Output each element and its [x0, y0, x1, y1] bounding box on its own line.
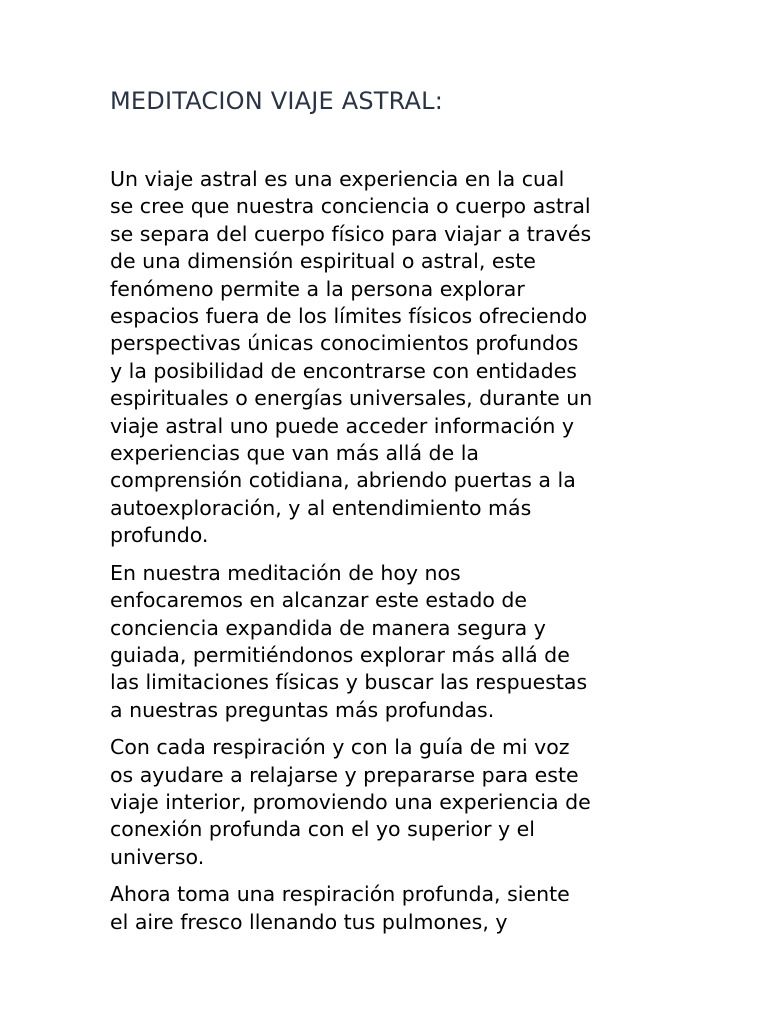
text-line: guiada, permitiéndonos explorar más allá de	[110, 642, 570, 667]
paragraph-breathing-guide	[110, 734, 670, 871]
text-line: autoexploración, y al entendimiento más	[110, 495, 532, 520]
text-line: espacios fuera de los límites físicos ofreciendo	[110, 304, 588, 329]
text-line: Ahora toma una respiración profunda, siente	[110, 882, 570, 907]
text-line: perspectivas únicas conocimientos profundos	[110, 331, 579, 356]
text-line: profundo.	[110, 523, 209, 548]
text-line: Un viaje astral es una experiencia en la cual	[110, 167, 565, 191]
text-line: os ayudare a relajarse y prepararse para este	[110, 762, 579, 787]
text-line: el aire fresco llenando tus pulmones, y	[110, 909, 508, 934]
text-line: universo.	[110, 844, 205, 869]
text-line: y la posibilidad de encontrarse con entidades	[110, 358, 577, 383]
text-line: conciencia expandida de manera segura y	[110, 615, 546, 640]
text-line: espirituales o energías universales, durante un	[110, 386, 593, 411]
text-line: las limitaciones físicas y buscar las respuestas	[110, 670, 588, 695]
text-line: experiencias que van más allá de la	[110, 441, 479, 466]
text-line: enfocaremos en alcanzar este estado de	[110, 588, 528, 613]
text-line: Con cada respiración y con la guía de mi voz	[110, 735, 570, 760]
text-line: viaje astral uno puede acceder información y	[110, 413, 574, 438]
text-line: se separa del cuerpo físico para viajar a través	[110, 221, 592, 246]
paragraph-instruction	[110, 881, 670, 936]
paragraph-meditation	[110, 560, 670, 724]
paragraph-intro	[110, 166, 670, 550]
text-line: a nuestras preguntas más profundas.	[110, 697, 495, 722]
text-line: En nuestra meditación de hoy nos	[110, 560, 461, 585]
text-line: conexión profunda con el yo superior y el	[110, 817, 535, 842]
document-title: MEDITACION VIAJE ASTRAL:	[110, 87, 444, 115]
document-body	[110, 166, 670, 946]
text-line: fenómeno permite a la persona explorar	[110, 276, 525, 301]
text-line: viaje interior, promoviendo una experiencia de	[110, 789, 591, 814]
text-line: se cree que nuestra conciencia o cuerpo astral	[110, 194, 591, 219]
text-line: de una dimensión espiritual o astral, este	[110, 249, 536, 274]
text-line: comprensión cotidiana, abriendo puertas a la	[110, 468, 576, 493]
